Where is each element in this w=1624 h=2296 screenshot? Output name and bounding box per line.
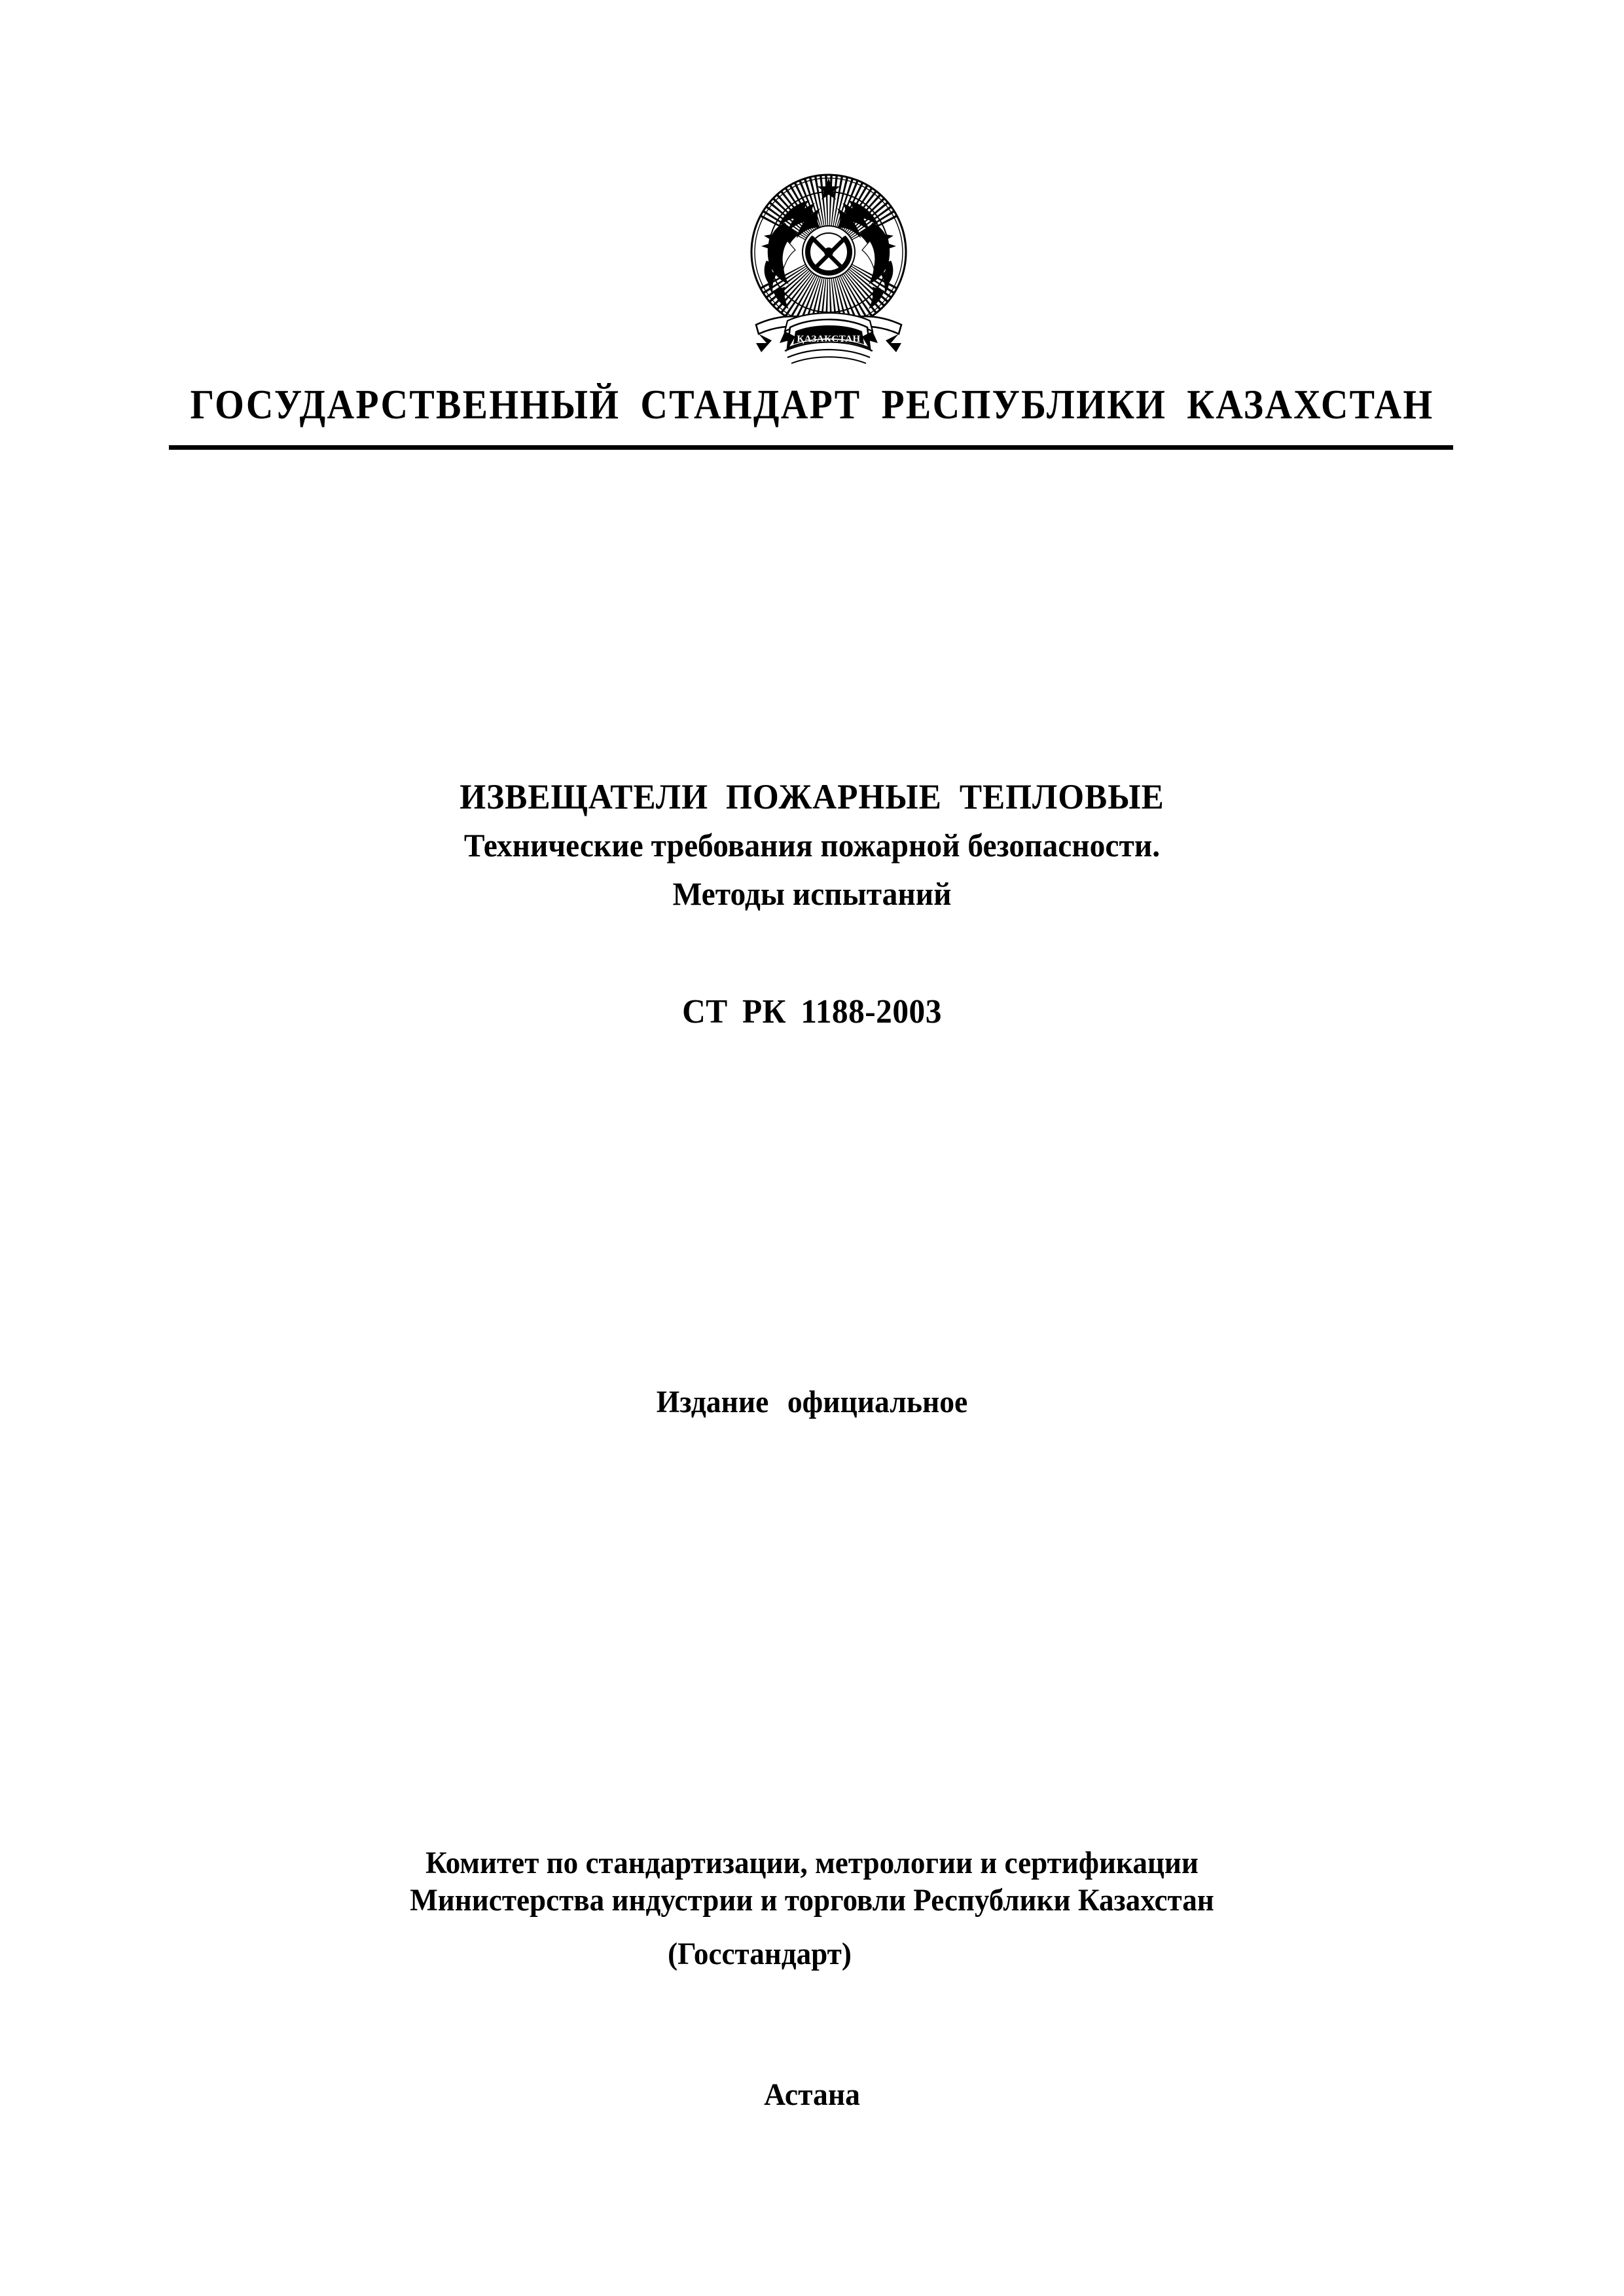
shanyrak-icon <box>803 226 855 278</box>
publication-city: Астана <box>764 2077 860 2112</box>
coat-of-arms-kazakhstan-icon <box>747 162 911 371</box>
emblem-banner <box>756 313 901 363</box>
title-block <box>0 779 1624 910</box>
document-title: ИЗВЕЩАТЕЛИ ПОЖАРНЫЕ ТЕПЛОВЫЕ <box>460 777 1164 816</box>
publisher-block <box>0 1845 1624 1970</box>
emblem-container <box>0 162 1624 371</box>
publisher-short-name: (Госстандарт) <box>668 1937 852 1972</box>
header-divider <box>169 445 1453 450</box>
publisher-line-1: Комитет по стандартизации, метрологии и сертификации <box>425 1846 1199 1880</box>
document-subtitle-primary: Технические требования пожарной безопасности. <box>463 827 1161 864</box>
document-subtitle-secondary: Методы испытаний <box>672 875 952 912</box>
svg-text:ҚАЗАҚСТАН: ҚАЗАҚСТАН <box>796 334 861 344</box>
standard-designation: СТ РК 1188-2003 <box>682 993 942 1030</box>
official-edition-label: Издание официальное <box>656 1385 968 1419</box>
page-header-title: ГОСУДАРСТВЕННЫЙ СТАНДАРТ РЕСПУБЛИКИ КАЗАХСТАН <box>190 381 1434 428</box>
publisher-line-2: Министерства индустрии и торговли Республики Казахстан <box>410 1882 1214 1918</box>
